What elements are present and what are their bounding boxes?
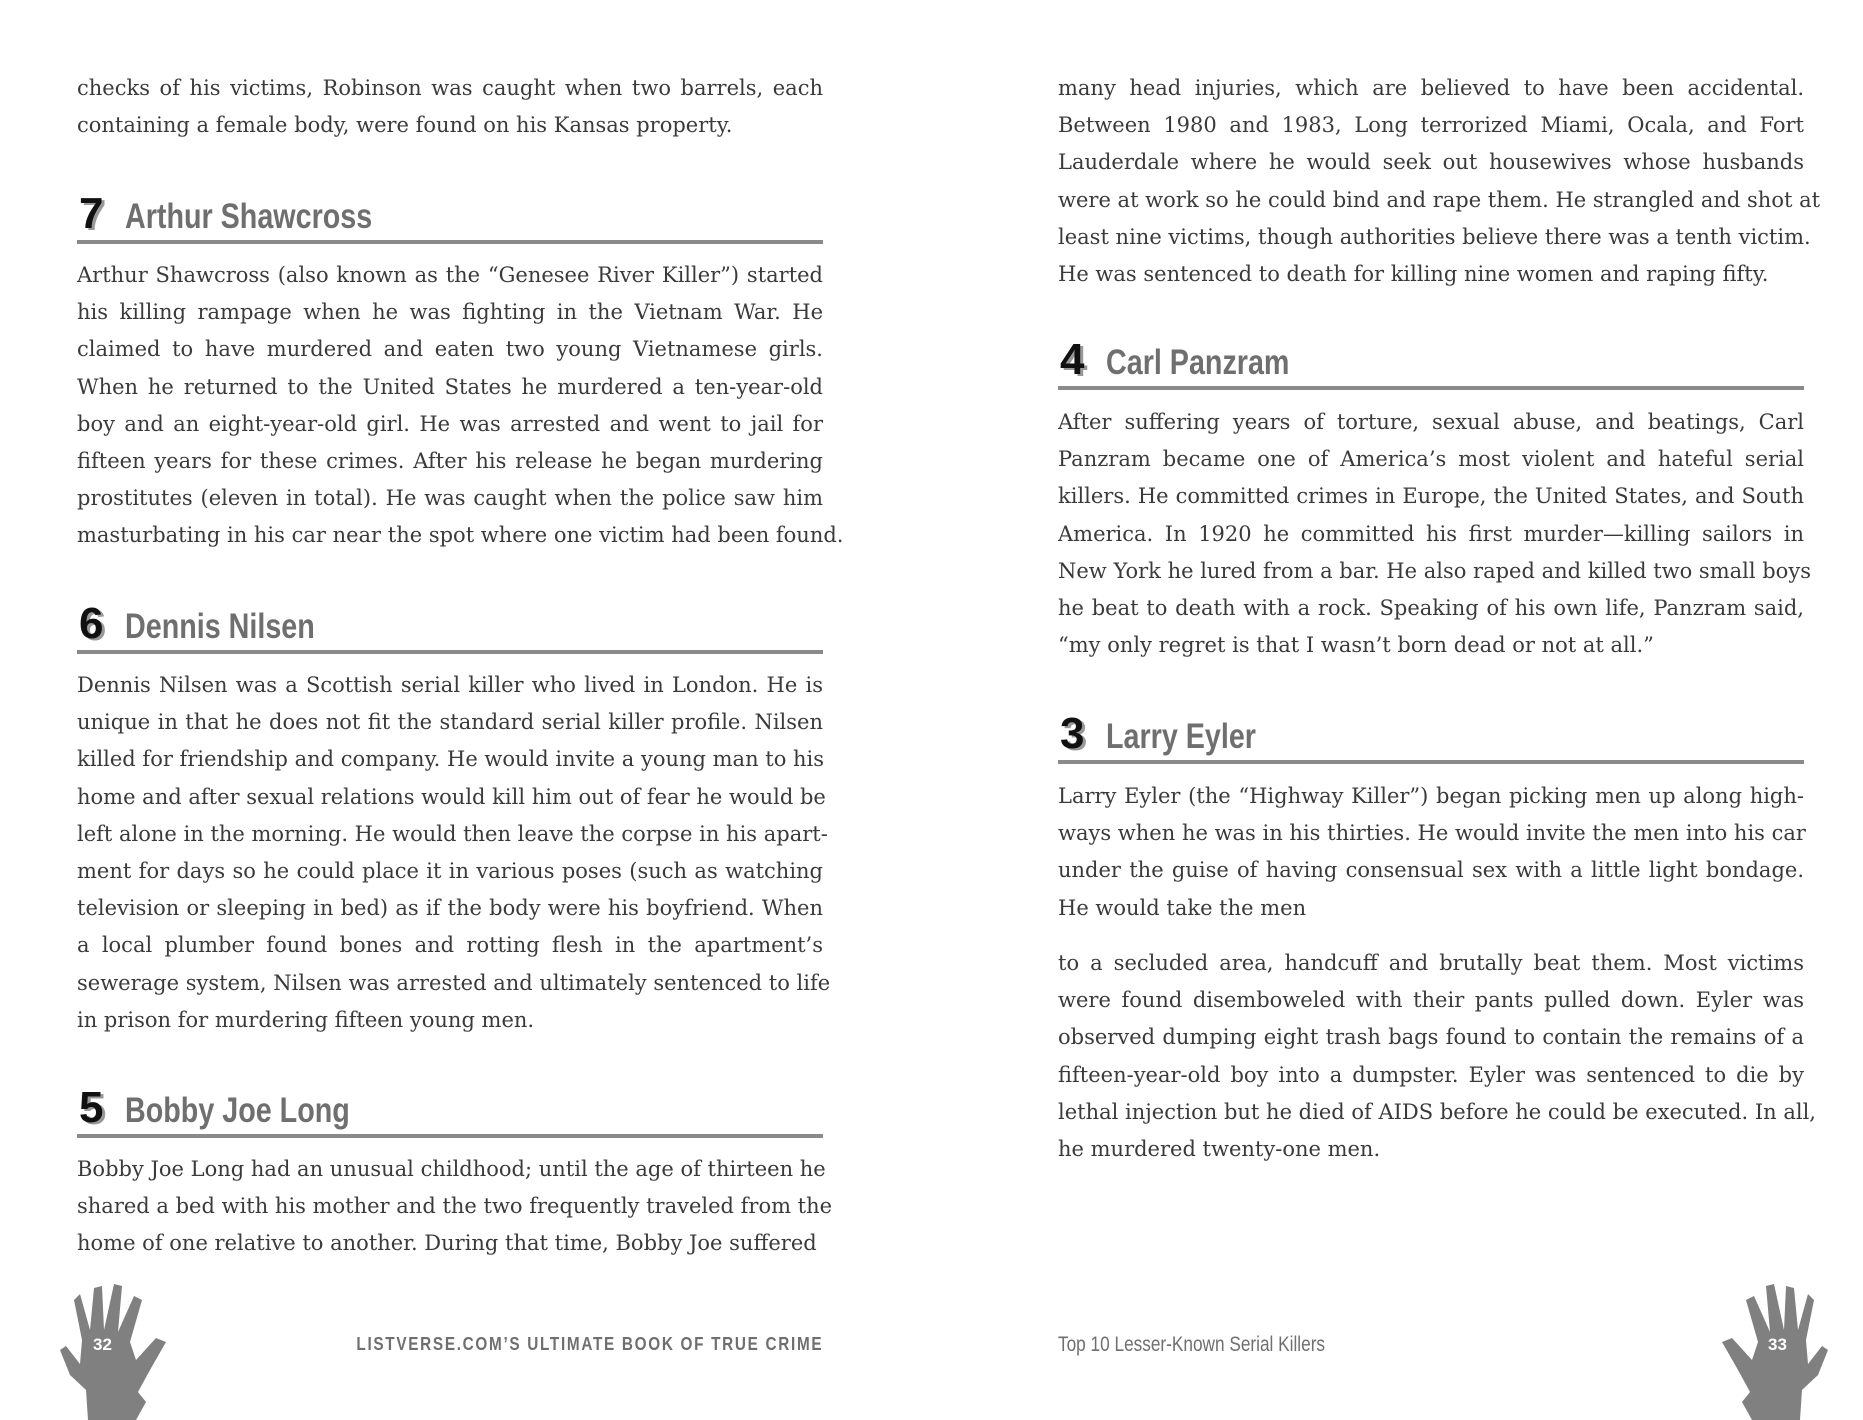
entry-number: 6 (79, 599, 104, 648)
text-line: Panzram became one of America’s most violent and hateful serial (1058, 447, 1804, 472)
text-line: shared a bed with his mother and the two frequently traveled from the (77, 1194, 833, 1219)
text-line: to a secluded area, handcuff and brutally beat them. Most victims (1058, 951, 1804, 975)
text-line: killers. He committed crimes in Europe, the United States, and South (1058, 484, 1804, 509)
entry-number: 3 (1060, 709, 1085, 758)
text-line: were found disemboweled with their pants pulled down. Eyler was (1058, 988, 1804, 1013)
text-line: masturbating in his car near the spot where one victim had been found. (77, 523, 844, 548)
text-line: He was sentenced to death for killing nine women and raping fifty. (1058, 261, 1769, 286)
entry-heading-5 (77, 1084, 823, 1138)
entry-name: Larry Eyler (1106, 717, 1256, 756)
page-number-right: 33 (1768, 1335, 1787, 1354)
text-line: claimed to have murdered and eaten two young Vietnamese girls. (77, 337, 823, 362)
text-line: were at work so he could bind and rape them. He strangled and shot at (1058, 187, 1821, 212)
entry-paragraph-6 (77, 667, 831, 1039)
text-line: observed dumping eight trash bags found to contain the remains of a (1058, 1025, 1804, 1050)
text-line: containing a female body, were found on his Kansas property. (77, 113, 733, 138)
text-line: television or sleeping in bed) as if the body were his boyfriend. When (77, 896, 823, 921)
entry-number: 5 (79, 1083, 104, 1132)
text-line: unique in that he does not fit the standard serial killer profile. Nilsen (77, 710, 823, 735)
text-line: “my only regret is that I wasn’t born dead or not at all.” (1058, 633, 1654, 658)
text-line: Bobby Joe Long had an unusual childhood; until the age of thirteen he (77, 1157, 826, 1181)
text-line: After suffering years of torture, sexual abuse, and beatings, Carl (1058, 410, 1804, 434)
entry-heading-3 (1058, 710, 1804, 764)
text-line: Arthur Shawcross (also known as the “Genesee River Killer”) started (77, 263, 823, 287)
entry-paragraph-3-continued (1058, 945, 1816, 1168)
handprint-icon (58, 1280, 188, 1420)
text-line: sewerage system, Nilsen was arrested and ultimately sentenced to life (77, 970, 831, 995)
text-line: under the guise of having consensual sex with a little light bondage. (1058, 858, 1804, 883)
entry-number: 7 (79, 189, 104, 238)
left-intro-paragraph (77, 70, 823, 144)
entry-name: Bobby Joe Long (125, 1091, 350, 1130)
text-line: home and after sexual relations would kill him out of fear he would be (77, 784, 826, 809)
text-line: killed for friendship and company. He would invite a young man to his (77, 747, 825, 772)
entry-name: Dennis Nilsen (125, 607, 315, 646)
running-footer-right: Top 10 Lesser-Known Serial Killers (1058, 1333, 1326, 1356)
text-line: prostitutes (eleven in total). He was caught when the police saw him (77, 486, 823, 511)
text-line: boy and an eight-year-old girl. He was arrested and went to jail for (77, 411, 823, 436)
text-line: Larry Eyler (the “Highway Killer”) began picking men up along high- (1058, 784, 1804, 808)
text-line: New York he lured from a bar. He also raped and killed two small boys (1058, 558, 1811, 583)
page-number-left: 32 (93, 1335, 112, 1354)
text-line: he beat to death with a rock. Speaking of his own life, Panzram said, (1058, 595, 1804, 620)
text-line: ways when he was in his thirties. He would invite the men into his car (1058, 821, 1806, 846)
text-line: Dennis Nilsen was a Scottish serial killer who lived in London. He is (77, 673, 823, 697)
text-line: he murdered twenty-one men. (1058, 1136, 1381, 1161)
text-line: a local plumber found bones and rotting flesh in the apartment’s (77, 933, 823, 958)
text-line: Lauderdale where he would seek out housewives whose husbands (1058, 150, 1804, 175)
text-line: checks of his victims, Robinson was caught when two barrels, each (77, 76, 823, 100)
text-line: in prison for murdering fifteen young men. (77, 1007, 535, 1032)
entry-name: Arthur Shawcross (125, 197, 373, 236)
text-line: lethal injection but he died of AIDS before he could be executed. In all, (1058, 1099, 1816, 1124)
text-line: ment for days so he could place it in various poses (such as watching (77, 858, 823, 883)
entry-paragraph-4 (1058, 404, 1811, 664)
entry-paragraph-7 (77, 257, 844, 555)
text-line: least nine victims, though authorities believe there was a tenth victim. (1058, 224, 1811, 249)
handprint-icon (1700, 1280, 1830, 1420)
entry-number: 4 (1060, 335, 1085, 384)
text-line: America. In 1920 he committed his first murder—killing sailors in (1058, 521, 1804, 546)
text-line: many head injuries, which are believed to have been accidental. (1058, 76, 1804, 100)
entry-heading-6 (77, 600, 823, 654)
right-intro-paragraph (1058, 70, 1821, 293)
text-line: his killing rampage when he was fighting in the Vietnam War. He (77, 300, 823, 325)
text-line: fifteen-year-old boy into a dumpster. Eyler was sentenced to die by (1058, 1062, 1804, 1087)
text-line: He would take the men (1058, 895, 1307, 920)
text-line: fifteen years for these crimes. After his release he began murdering (77, 448, 823, 473)
entry-name: Carl Panzram (1106, 343, 1290, 382)
text-line: Between 1980 and 1983, Long terrorized Miami, Ocala, and Fort (1058, 113, 1804, 138)
text-line: When he returned to the United States he murdered a ten-year-old (77, 374, 823, 399)
entry-paragraph-5 (77, 1151, 833, 1263)
text-line: home of one relative to another. During that time, Bobby Joe suffered (77, 1231, 817, 1256)
entry-heading-4 (1058, 336, 1804, 390)
entry-paragraph-3 (1058, 778, 1804, 927)
running-footer-left: LISTVERSE.COM’S ULTIMATE BOOK OF TRUE CRIME (356, 1334, 823, 1354)
entry-heading-7 (77, 190, 823, 244)
text-line: left alone in the morning. He would then leave the corpse in his apart- (77, 821, 828, 846)
